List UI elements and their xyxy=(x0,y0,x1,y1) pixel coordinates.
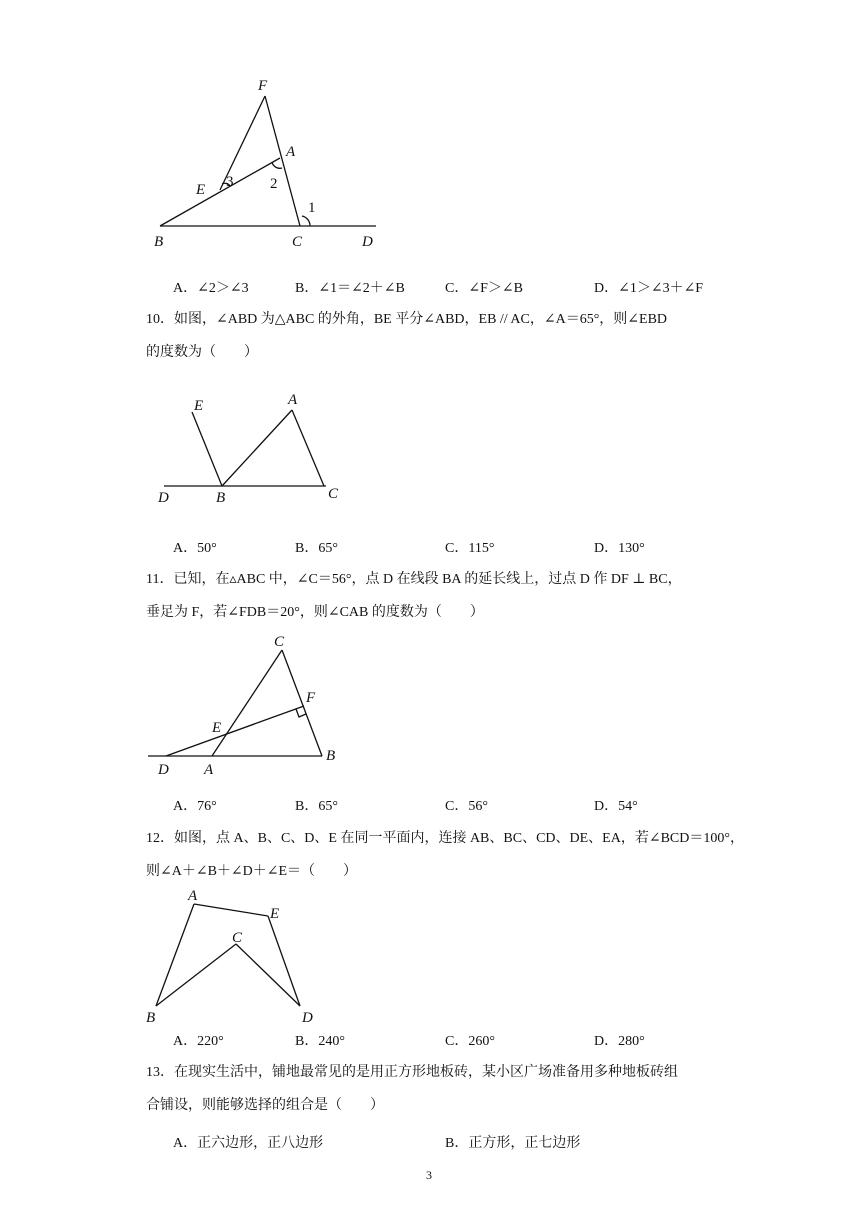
q11-figure xyxy=(146,630,356,780)
q10-option-b: B．65° xyxy=(295,541,338,556)
q11-stem-line2: 垂足为 F，若∠FDB＝20°，则∠CAB 的度数为（ ） xyxy=(146,605,484,620)
q11-line-df xyxy=(166,706,304,756)
page-number: 3 xyxy=(426,1168,432,1182)
q11-label-d: D xyxy=(158,762,169,778)
q11-label-a: A xyxy=(204,762,214,778)
q12-label-b: B xyxy=(146,1010,156,1026)
q10-label-c: C xyxy=(328,486,339,502)
q10-label-a: A xyxy=(288,392,298,408)
q10-line-ac xyxy=(292,410,324,486)
q9-line-fc xyxy=(265,96,300,226)
q13-stem-line1: 13．在现实生活中，铺地最常见的是用正方形地板砖，某小区广场准备用多种地板砖组 xyxy=(146,1065,678,1080)
q11-label-b: B xyxy=(326,748,336,764)
q9-line-ba xyxy=(160,158,280,226)
q10-option-a: A．50° xyxy=(173,541,217,556)
q12-label-e: E xyxy=(270,906,280,922)
q10-label-d: D xyxy=(158,490,169,506)
q9-label-f: F xyxy=(258,78,268,94)
q13-stem-line2: 合铺设，则能够选择的组合是（ ） xyxy=(146,1098,384,1113)
q11-option-c: C．56° xyxy=(445,799,488,814)
q13-option-a: A．正六边形，正八边形 xyxy=(173,1136,324,1151)
q9-label-3: 3 xyxy=(226,174,234,190)
q12-option-b: B．240° xyxy=(295,1034,345,1049)
q11-option-b: B．65° xyxy=(295,799,338,814)
q10-option-c: C．115° xyxy=(445,541,495,556)
q10-line-eb xyxy=(192,412,222,486)
q11-line-ac xyxy=(212,650,282,756)
q11-label-f: F xyxy=(306,690,316,706)
q12-label-a: A xyxy=(188,888,198,904)
q9-label-a: A xyxy=(286,144,296,160)
q9-option-c: C．∠F＞∠B xyxy=(445,281,523,296)
q10-label-e: E xyxy=(194,398,204,414)
q12-line-ae xyxy=(194,904,268,916)
q10-line-ba xyxy=(222,410,292,486)
q9-label-e: E xyxy=(196,182,206,198)
q10-label-b: B xyxy=(216,490,226,506)
q9-label-b: B xyxy=(154,234,164,250)
q10-stem-line1: 10．如图，∠ABD 为△ABC 的外角，BE 平分∠ABD，EB // AC，∠A＝65°，则∠EBD xyxy=(146,312,668,327)
q12-line-ed xyxy=(268,916,300,1006)
q9-label-2: 2 xyxy=(270,176,278,192)
q12-stem-line2: 则∠A＋∠B＋∠D＋∠E＝（ ） xyxy=(146,864,358,879)
q9-option-a: A．∠2＞∠3 xyxy=(173,281,249,296)
q9-option-b: B．∠1＝∠2＋∠B xyxy=(295,281,405,296)
q12-label-c: C xyxy=(232,930,243,946)
q11-label-c: C xyxy=(274,634,285,650)
q12-option-d: D．280° xyxy=(594,1034,645,1049)
q12-label-d: D xyxy=(302,1010,313,1026)
q10-stem-line2: 的度数为（ ） xyxy=(146,345,258,360)
q11-option-d: D．54° xyxy=(594,799,638,814)
q9-arc-1 xyxy=(302,216,310,226)
q9-option-d: D．∠1＞∠3＋∠F xyxy=(594,281,704,296)
q10-option-d: D．130° xyxy=(594,541,645,556)
q11-label-e: E xyxy=(212,720,222,736)
q12-option-a: A．220° xyxy=(173,1034,224,1049)
q9-arc-2 xyxy=(272,162,282,168)
q12-option-c: C．260° xyxy=(445,1034,495,1049)
q11-stem-line1: 11．已知，在▵ABC 中，∠C＝56°，点 D 在线段 BA 的延长线上，过点 D 作 DF ⊥ BC， xyxy=(146,572,682,587)
q9-figure xyxy=(150,70,390,250)
q12-figure xyxy=(140,882,340,1032)
q12-line-cd xyxy=(236,944,300,1006)
q12-stem-line1: 12．如图，点 A、B、C、D、E 在同一平面内，连接 AB、BC、CD、DE、EA，若∠BCD＝100°， xyxy=(146,831,744,846)
q10-figure xyxy=(150,390,360,510)
q9-label-d: D xyxy=(362,234,373,250)
q11-line-cb xyxy=(282,650,322,756)
q11-option-a: A．76° xyxy=(173,799,217,814)
q9-label-c: C xyxy=(292,234,303,250)
q13-option-b: B．正方形，正七边形 xyxy=(445,1136,581,1151)
q9-label-1: 1 xyxy=(308,200,316,216)
